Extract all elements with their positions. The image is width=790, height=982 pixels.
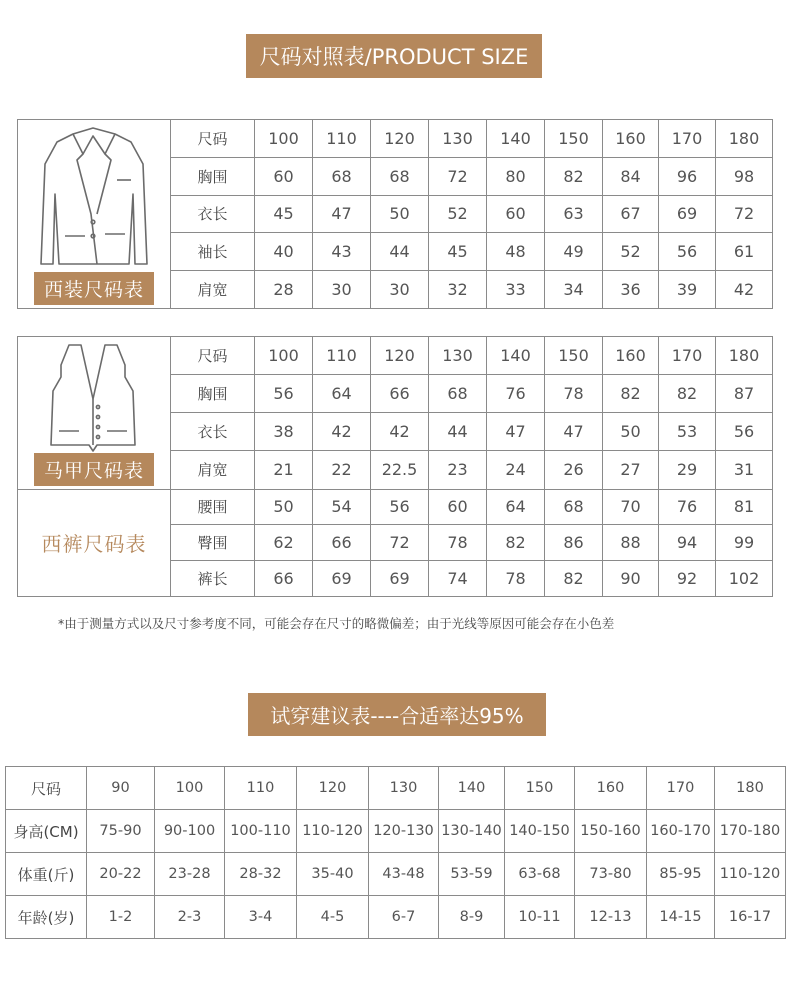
table-cell: 6-7 [369,896,439,939]
table-row [18,489,773,525]
suit-size-table [17,119,773,309]
table-cell: 44 [371,233,429,271]
table-cell: 110 [225,767,297,810]
table-cell: 140 [439,767,505,810]
table-cell: 140-150 [505,810,575,853]
table-cell: 74 [429,561,487,597]
table-row [6,896,786,939]
table-cell: 39 [659,271,716,309]
row-label: 衣长 [171,195,255,233]
table-cell: 82 [603,375,659,413]
table-cell: 42 [313,413,371,451]
garment-tag: 马甲尺码表 [34,453,154,486]
garment-tag: 西装尺码表 [34,272,154,305]
table-cell: 130 [429,337,487,375]
pants-label-cell [18,489,171,597]
table-cell: 48 [487,233,545,271]
table-cell: 84 [603,157,659,195]
table-cell: 82 [487,525,545,561]
table-cell: 61 [716,233,773,271]
table-cell: 22 [313,451,371,489]
table-cell: 90 [603,561,659,597]
table-cell: 140 [487,337,545,375]
table-cell: 42 [716,271,773,309]
row-label: 衣长 [171,413,255,451]
measurement-note: *由于测量方式以及尺寸参考度不同，可能会存在尺寸的略微偏差；由于光线等原因可能会存在小色差 [58,616,615,631]
table-row [18,337,773,375]
table-cell: 76 [659,489,716,525]
row-label: 肩宽 [171,271,255,309]
table-cell: 4-5 [297,896,369,939]
table-cell: 80 [487,157,545,195]
table-cell: 56 [659,233,716,271]
table-cell: 21 [255,451,313,489]
table-cell: 72 [716,195,773,233]
table-cell: 150-160 [575,810,647,853]
table-cell: 180 [716,120,773,158]
table-cell: 72 [371,525,429,561]
table-cell: 49 [545,233,603,271]
table-cell: 30 [313,271,371,309]
table-cell: 50 [371,195,429,233]
table-cell: 26 [545,451,603,489]
table-cell: 67 [603,195,659,233]
row-label: 腰围 [171,489,255,525]
table-cell: 63 [545,195,603,233]
table-cell: 50 [603,413,659,451]
row-label: 尺码 [171,337,255,375]
table-cell: 47 [545,413,603,451]
table-cell: 100-110 [225,810,297,853]
table-cell: 29 [659,451,716,489]
table-cell: 120 [297,767,369,810]
table-cell: 81 [716,489,773,525]
table-row [6,810,786,853]
row-label: 裤长 [171,561,255,597]
table-cell: 102 [716,561,773,597]
table-cell: 130 [369,767,439,810]
table-cell: 110 [313,337,371,375]
table-cell: 45 [255,195,313,233]
table-cell: 16-17 [715,896,786,939]
table-cell: 47 [313,195,371,233]
vest-icon [35,341,153,453]
table-cell: 82 [659,375,716,413]
table-cell: 110 [313,120,371,158]
table-cell: 68 [545,489,603,525]
table-cell: 44 [429,413,487,451]
table-cell: 62 [255,525,313,561]
table-cell: 50 [255,489,313,525]
table-cell: 28-32 [225,853,297,896]
table-cell: 130 [429,120,487,158]
table-cell: 98 [716,157,773,195]
table-cell: 160-170 [647,810,715,853]
table-cell: 60 [429,489,487,525]
page-title: 尺码对照表/PRODUCT SIZE [259,45,529,69]
table-cell: 170 [659,120,716,158]
table-cell: 52 [603,233,659,271]
table-cell: 20-22 [87,853,155,896]
table-cell: 56 [255,375,313,413]
row-label: 胸围 [171,157,255,195]
table-cell: 35-40 [297,853,369,896]
table-cell: 160 [603,120,659,158]
table-cell: 68 [429,375,487,413]
table-cell: 45 [429,233,487,271]
table-cell: 100 [255,337,313,375]
table-cell: 38 [255,413,313,451]
table-cell: 30 [371,271,429,309]
fit-section-title: 试穿建议表----合适率达95% [270,704,524,728]
row-label: 体重(斤) [6,853,87,896]
table-cell: 53 [659,413,716,451]
table-cell: 170 [659,337,716,375]
table-cell: 100 [255,120,313,158]
table-cell: 34 [545,271,603,309]
table-cell: 96 [659,157,716,195]
table-cell: 56 [371,489,429,525]
table-cell: 28 [255,271,313,309]
table-cell: 10-11 [505,896,575,939]
table-cell: 160 [603,337,659,375]
table-cell: 150 [545,120,603,158]
table-cell: 150 [545,337,603,375]
table-cell: 33 [487,271,545,309]
table-cell: 78 [487,561,545,597]
table-cell: 70 [603,489,659,525]
table-cell: 31 [716,451,773,489]
table-cell: 66 [371,375,429,413]
table-cell: 110-120 [297,810,369,853]
table-cell: 1-2 [87,896,155,939]
table-cell: 27 [603,451,659,489]
table-cell: 69 [659,195,716,233]
table-cell: 64 [313,375,371,413]
table-cell: 78 [545,375,603,413]
table-cell: 22.5 [371,451,429,489]
table-cell: 60 [487,195,545,233]
table-row [18,120,773,158]
fit-suggestion-table [5,766,786,939]
row-label: 臀围 [171,525,255,561]
table-cell: 140 [487,120,545,158]
table-cell: 68 [371,157,429,195]
table-cell: 43 [313,233,371,271]
fit-section-banner [248,693,546,736]
table-cell: 42 [371,413,429,451]
table-cell: 160 [575,767,647,810]
table-cell: 120 [371,337,429,375]
table-cell: 82 [545,561,603,597]
table-cell: 86 [545,525,603,561]
table-cell: 12-13 [575,896,647,939]
garment-picture-cell [18,120,171,309]
row-label: 身高(CM) [6,810,87,853]
vest-pants-size-table [17,336,773,597]
suit-jacket-icon [35,124,153,272]
table-cell: 32 [429,271,487,309]
table-cell: 100 [155,767,225,810]
table-cell: 110-120 [715,853,786,896]
table-cell: 92 [659,561,716,597]
table-cell: 78 [429,525,487,561]
table-cell: 69 [371,561,429,597]
table-cell: 40 [255,233,313,271]
table-cell: 54 [313,489,371,525]
table-cell: 14-15 [647,896,715,939]
table-cell: 3-4 [225,896,297,939]
row-label: 尺码 [171,120,255,158]
table-cell: 47 [487,413,545,451]
table-cell: 120-130 [369,810,439,853]
row-label: 袖长 [171,233,255,271]
table-cell: 66 [255,561,313,597]
table-cell: 66 [313,525,371,561]
table-cell: 150 [505,767,575,810]
table-cell: 64 [487,489,545,525]
table-cell: 75-90 [87,810,155,853]
table-cell: 76 [487,375,545,413]
table-cell: 120 [371,120,429,158]
table-cell: 60 [255,157,313,195]
table-cell: 87 [716,375,773,413]
table-cell: 43-48 [369,853,439,896]
table-cell: 130-140 [439,810,505,853]
table-cell: 72 [429,157,487,195]
table-cell: 82 [545,157,603,195]
page-title-banner [246,34,542,78]
table-cell: 24 [487,451,545,489]
table-row [6,767,786,810]
table-cell: 90 [87,767,155,810]
table-cell: 68 [313,157,371,195]
table-cell: 56 [716,413,773,451]
table-cell: 23-28 [155,853,225,896]
table-cell: 52 [429,195,487,233]
table-cell: 88 [603,525,659,561]
row-label: 年龄(岁) [6,896,87,939]
table-row [6,853,786,896]
table-cell: 63-68 [505,853,575,896]
table-cell: 180 [716,337,773,375]
table-cell: 73-80 [575,853,647,896]
table-cell: 180 [715,767,786,810]
table-cell: 8-9 [439,896,505,939]
table-cell: 94 [659,525,716,561]
row-label: 尺码 [6,767,87,810]
table-cell: 99 [716,525,773,561]
table-cell: 23 [429,451,487,489]
table-cell: 90-100 [155,810,225,853]
table-cell: 53-59 [439,853,505,896]
garment-tag: 西裤尺码表 [41,532,147,557]
table-cell: 170-180 [715,810,786,853]
row-label: 肩宽 [171,451,255,489]
table-cell: 85-95 [647,853,715,896]
row-label: 胸围 [171,375,255,413]
table-cell: 69 [313,561,371,597]
table-cell: 2-3 [155,896,225,939]
garment-picture-cell [18,337,171,490]
table-cell: 36 [603,271,659,309]
table-cell: 170 [647,767,715,810]
